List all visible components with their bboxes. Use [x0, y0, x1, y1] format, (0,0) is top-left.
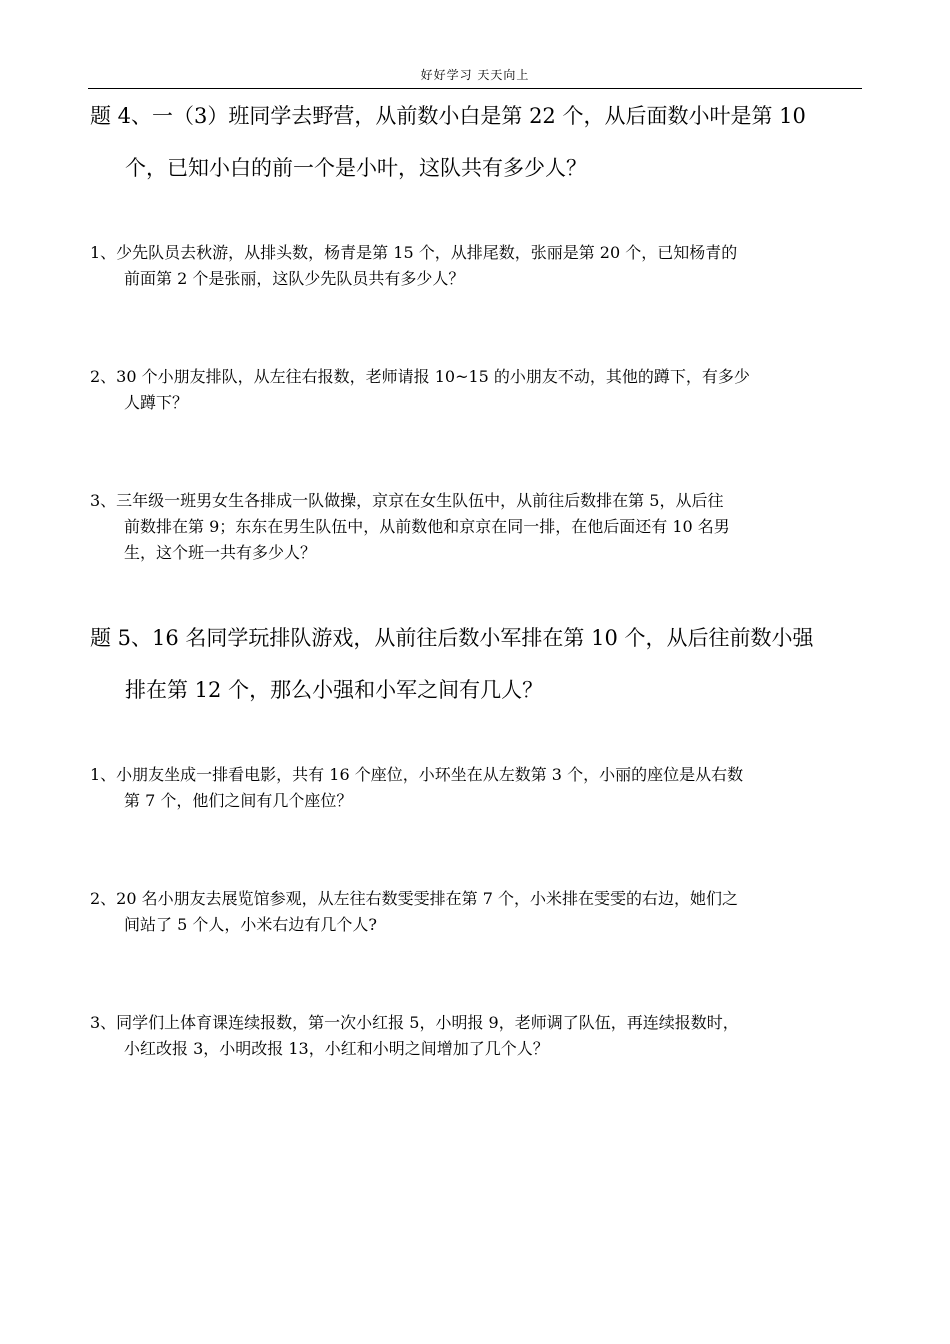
header-rule — [88, 88, 862, 89]
problem-line: 间站了 5 个人，小米右边有几个人? — [124, 915, 377, 934]
question-5-problem-2 — [90, 886, 862, 938]
question-4-problem-1 — [90, 240, 862, 292]
problem-line: 前面第 2 个是张丽，这队少先队员共有多少人？ — [124, 269, 465, 288]
problem-line: 2、20 名小朋友去展览馆参观，从左往右数雯雯排在第 7 个，小米排在雯雯的右边，她们之 — [90, 889, 738, 908]
question-5-problem-3 — [90, 1010, 862, 1062]
question-4-problem-2 — [90, 364, 862, 416]
question-4-title-line2: 个，已知小白的前一个是小叶，这队共有多少人？ — [125, 156, 587, 180]
question-5-title-line1: 题 5、16 名同学玩排队游戏，从前往后数小军排在第 10 个，从后往前数小强 — [90, 626, 814, 650]
question-5-problem-1 — [90, 762, 862, 814]
problem-line: 生，这个班一共有多少人？ — [124, 543, 317, 562]
problem-line: 1、少先队员去秋游，从排头数，杨青是第 15 个，从排尾数，张丽是第 20 个，已知杨青的 — [90, 243, 738, 262]
page-header: 好好学习 天天向上 — [420, 68, 530, 82]
problem-line: 小红改报 3，小明改报 13，小红和小明之间增加了几个人？ — [124, 1039, 549, 1058]
problem-line: 3、同学们上体育课连续报数，第一次小红报 5，小明报 9，老师调了队伍，再连续报数时， — [90, 1013, 739, 1032]
question-4-title-line1: 题 4、一（3）班同学去野营，从前数小白是第 22 个，从后面数小叶是第 10 — [90, 104, 806, 128]
question-5-title-line2: 排在第 12 个，那么小强和小军之间有几人？ — [125, 678, 544, 702]
problem-line: 1、小朋友坐成一排看电影，共有 16 个座位，小环坐在从左数第 3 个，小丽的座位是从右数 — [90, 765, 744, 784]
problem-line: 3、三年级一班男女生各排成一队做操，京京在女生队伍中，从前往后数排在第 5，从后往 — [90, 491, 724, 510]
question-4-problem-3 — [90, 488, 862, 566]
problem-line: 前数排在第 9；东东在男生队伍中，从前数他和京京在同一排，在他后面还有 10 名男 — [124, 517, 730, 536]
problem-line: 人蹲下？ — [124, 393, 189, 412]
problem-line: 2、30 个小朋友排队，从左往右报数，老师请报 10~15 的小朋友不动，其他的蹲下，有多少 — [90, 367, 750, 386]
problem-line: 第 7 个，他们之间有几个座位？ — [124, 791, 353, 810]
